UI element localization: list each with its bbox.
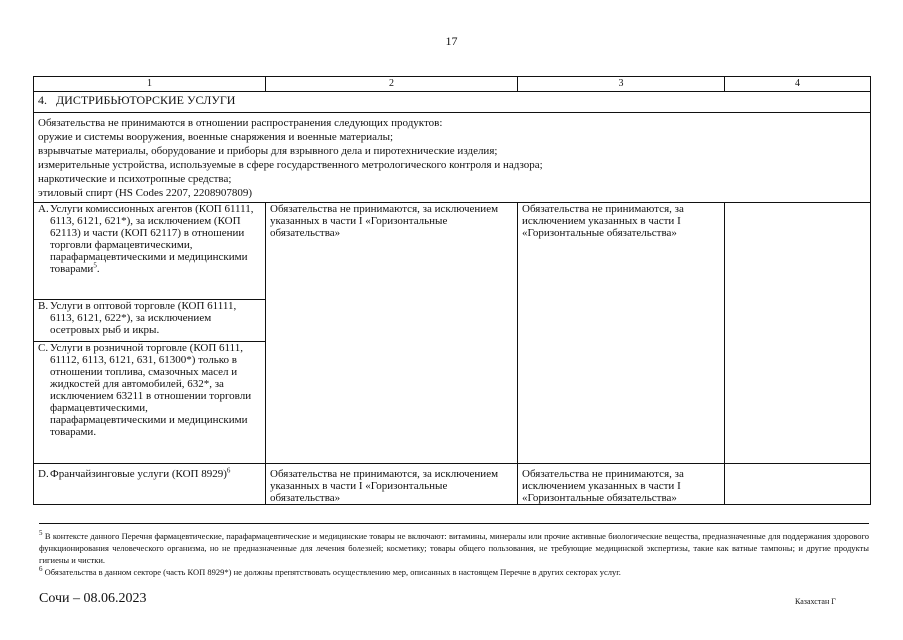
- intro-line: наркотические и психотропные средства;: [38, 173, 232, 185]
- service-b-marker: B.: [38, 300, 49, 312]
- service-a-end: .: [96, 263, 100, 275]
- service-c-cell: [34, 342, 266, 464]
- page-number: 17: [445, 34, 458, 48]
- section-row: [34, 92, 871, 113]
- footnote-6-text: Обязательства в данном секторе (часть КОП 8929*) не должны препятствовать осуществлению мер, описанных в настоящем Перечне в других секторах услуг.: [44, 567, 621, 577]
- footnote-ref-6: 6: [226, 466, 231, 475]
- column-header-row: [34, 77, 871, 92]
- intro-line: Обязательства не принимаются в отношении распространения следующих продуктов:: [38, 117, 443, 129]
- column-header-2: 2: [266, 77, 518, 92]
- service-d-text-wrap: [50, 468, 261, 480]
- intro-cell: [34, 113, 871, 203]
- service-d-marker: D.: [38, 468, 49, 480]
- service-d-cell: [34, 464, 266, 505]
- service-a-marker: A.: [38, 203, 49, 215]
- additional-commitments-cell-d: [725, 464, 871, 505]
- column-header-4: 4: [725, 77, 871, 92]
- national-treatment-cell-abc: Обязательства не принимаются, за исключением указанных в части I «Горизонтальные обязательства»: [518, 203, 725, 464]
- footnote-5-mark: 5: [39, 529, 43, 538]
- service-c: [38, 342, 261, 438]
- section-number: 4.: [38, 93, 47, 107]
- service-row-a: [34, 203, 871, 300]
- intro-line: оружие и системы вооружения, военные снаряжения и военные материалы;: [38, 131, 394, 143]
- footnote-6: [39, 566, 869, 578]
- service-row-d: [34, 464, 871, 505]
- intro-line: взрывчатые материалы, оборудование и приборы для взрывного дела и пиротехнические изделия;: [38, 145, 498, 157]
- intro-row: [34, 113, 871, 203]
- additional-commitments-cell-abc: [725, 203, 871, 464]
- column-header-3: 3: [518, 77, 725, 92]
- service-d: [38, 468, 261, 480]
- intro-line: этиловый спирт (HS Codes 2207, 2208907809): [38, 187, 253, 199]
- service-a-cell: [34, 203, 266, 300]
- national-treatment-cell-d: Обязательства не принимаются, за исключением указанных в части I «Горизонтальные обязательства»: [518, 464, 725, 505]
- service-a-text: Услуги комиссионных агентов (КОП 61111, 6113, 6121, 621*), за исключением (КОП 62113) и части (КОП 62117) в отношении торговли фармацевтическими, парафармацевтическими и медицинскими товарами: [50, 203, 254, 275]
- service-c-marker: C.: [38, 342, 49, 354]
- service-c-text: Услуги в розничной торговле (КОП 6111, 61112, 6113, 6121, 631, 61300*) только в отношении топлива, смазочных масел и жидкостей для автомобилей, 632*, за исключением 63211 в отношении торговли фармацевтическими, парафармацевтическими и медицинскими товарами.: [50, 342, 252, 438]
- intro-line: измерительные устройства, используемые в сфере государственного метрологического контроля и надзора;: [38, 159, 543, 171]
- footnote-5: [39, 530, 869, 566]
- market-access-cell-d: Обязательства не принимаются, за исключением указанных в части I «Горизонтальные обязательства»: [266, 464, 518, 505]
- column-header-1: 1: [34, 77, 266, 92]
- section-title: ДИСТРИБЬЮТОРСКИЕ УСЛУГИ: [56, 93, 236, 107]
- service-a: [38, 203, 261, 275]
- service-b-text: Услуги в оптовой торговле (КОП 61111, 6113, 6121, 622*), за исключением осетровых рыб и икры.: [50, 300, 237, 336]
- footer-country: Казахстан Г: [795, 597, 836, 606]
- service-a-text-wrap: [50, 203, 261, 275]
- footnote-5-text: В контексте данного Перечня фармацевтические, парафармацевтические и медицинские товары не включают: витамины, минералы или прочие активные биологические вещества, предназначенные для поддержания здорового функционирования человеческого организма, но не предназначенные для лечения болезней; косметику; товары общего пользования, не требующие медицинской экспертизы, такие как ватные тампоны; и другие продукты гигиены и чистки.: [39, 531, 869, 565]
- service-d-text: Франчайзинговые услуги (КОП 8929): [50, 468, 227, 480]
- commitments-table: [33, 76, 871, 505]
- market-access-cell-abc: Обязательства не принимаются, за исключением указанных в части I «Горизонтальные обязательства»: [266, 203, 518, 464]
- footnote-6-mark: 6: [39, 565, 43, 574]
- section-heading: [34, 92, 871, 113]
- footer-location-date: Сочи – 08.06.2023: [39, 591, 147, 606]
- service-b: [38, 300, 261, 336]
- footnotes: [39, 523, 869, 578]
- service-b-cell: [34, 300, 266, 342]
- footnote-ref-5: 5: [93, 261, 97, 270]
